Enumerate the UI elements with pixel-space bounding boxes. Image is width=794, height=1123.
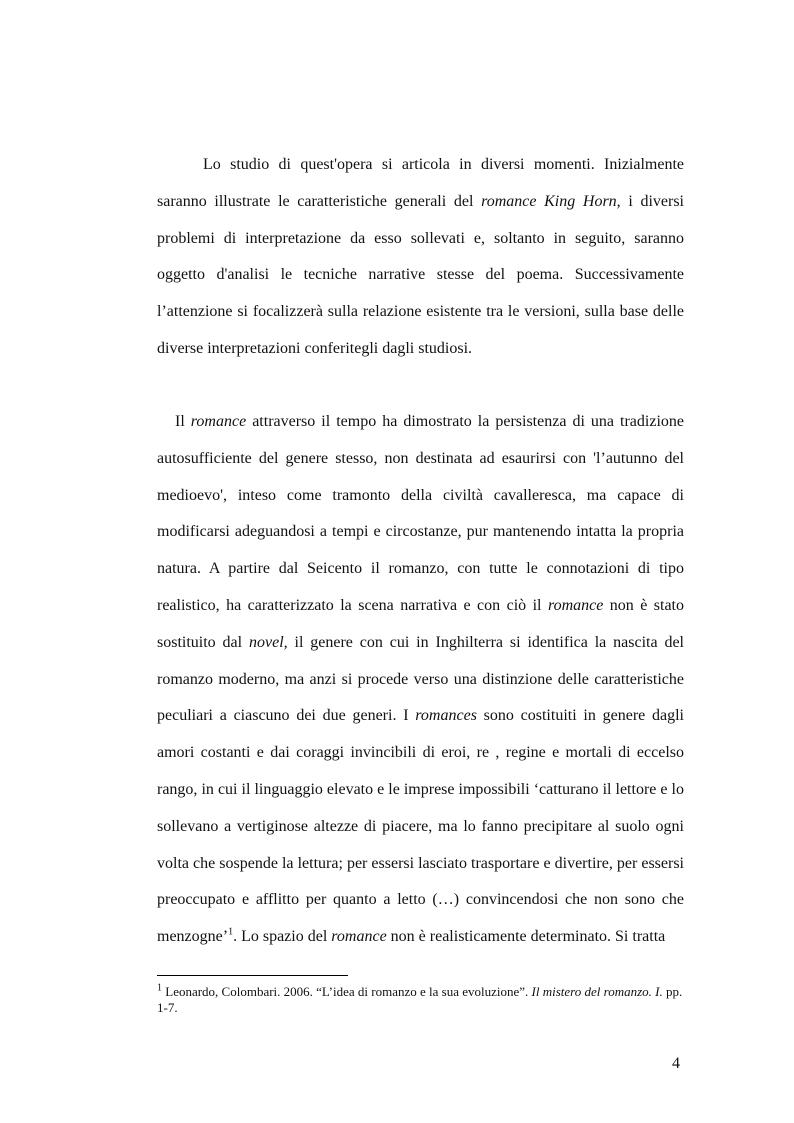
- text-run: i diversi problemi di interpretazione da esso sollevati e, soltanto in seguito, saranno oggetto d'analisi le tecniche narrative stesse del poema. Successivamente l’attenzione si focalizzerà sulla relazione esistente tra le versioni, sulla base delle diverse interpretazioni conferitegli dagli studiosi.: [157, 192, 685, 357]
- paragraph-romance: [157, 404, 684, 956]
- text-run: sono costituiti in genere dagli amori costanti e dai coraggi invincibili di eroi, re , regine e mortali di eccelso rango, in cui il linguaggio elevato e le imprese impossibili ‘catturano il lettore e lo sollevano a vertiginose altezze di piacere, ma lo fanno precipitare al suolo ogni volta che sospende la lettura; per essersi lasciato trasportare e divertire, per essersi preoccupato e afflitto per quanto a letto (…) convincendosi che non sono che menzogne’: [157, 707, 685, 946]
- footnote: [157, 984, 684, 1016]
- footnote-ref[interactable]: 1: [228, 926, 234, 938]
- italic-run: romance: [547, 596, 604, 614]
- text-run: attraverso il tempo ha dimostrato la persistenza di una tradizione autosufficiente del genere stesso, non destinata ad esaurirsi con 'l’autunno del medioevo', inteso come tramonto della civiltà cavalleresca, ma capace di modificarsi adeguandosi a tempi e circostanze, pur mantenendo intatta la propria natura. A partire dal Seicento il romanzo, con tutte le connotazioni di tipo realistico, ha caratterizzato la scena narrativa e con ciò il: [157, 413, 684, 614]
- italic-run: novel,: [248, 633, 288, 651]
- text-run: Il: [175, 413, 191, 430]
- text-run: il genere con cui in Inghilterra si identifica la nascita del romanzo moderno, ma anzi si procede verso una distinzione delle caratteristiche peculiari a ciascuno dei due generi. I: [157, 633, 684, 725]
- text-run: non è stato sostituito dal: [157, 596, 684, 651]
- italic-run: romance: [331, 928, 387, 946]
- page-number: 4: [672, 1055, 680, 1072]
- footnote-divider: [157, 975, 348, 976]
- italic-run: romance: [190, 413, 247, 430]
- footnote-title: Il mistero del romanzo. I.: [531, 984, 663, 999]
- paragraph-intro: [157, 147, 684, 368]
- italic-run: romances: [415, 707, 477, 725]
- footnote-marker: 1: [157, 982, 162, 994]
- text-run: . Lo spazio del: [233, 928, 332, 946]
- footnote-text: Leonardo, Colombari. 2006. “L’idea di romanzo e la sua evoluzione”.: [162, 984, 532, 999]
- footnote-pages: pp. 1-7.: [157, 984, 683, 1015]
- text-run: non è realisticamente determinato. Si tratta: [386, 928, 666, 946]
- italic-run: romance King Horn,: [481, 192, 621, 210]
- text-run: Lo studio di quest'opera si articola in diversi momenti. Inizialmente saranno illustrate le caratteristiche generali del: [157, 156, 684, 210]
